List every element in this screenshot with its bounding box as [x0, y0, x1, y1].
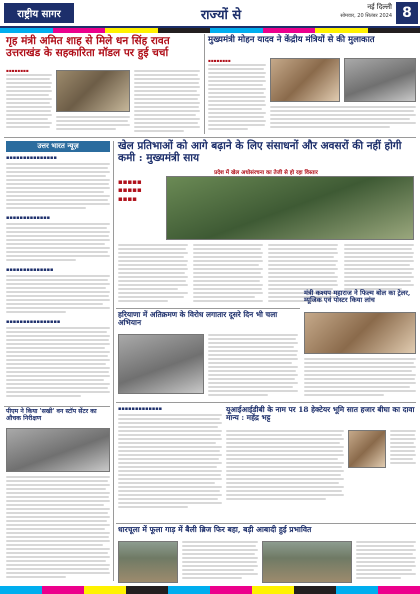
article-text-column: [390, 430, 416, 520]
article-text-column: [6, 74, 52, 134]
brief-item-heading: ▪▪▪▪▪▪▪▪▪▪▪▪▪▪▪: [6, 155, 57, 161]
article-text-column: [226, 430, 344, 520]
article-heading: ▪▪▪▪▪▪▪▪▪▪▪▪▪: [118, 406, 163, 412]
brand-logo: राष्ट्रीय सागर: [4, 3, 74, 23]
column-divider: [113, 141, 114, 581]
byline: ▪▪▪▪▪▪▪▪: [6, 68, 29, 73]
photo-haryana-drive: [118, 334, 204, 394]
story-headline-pm-visit[interactable]: पीएम ने किया 'सखी' वन स्टॉप सेंटर का औचक निरीक्षण: [6, 408, 97, 422]
photo-sports-event: [166, 176, 414, 240]
story-subhead-sports-talent: प्रदेश में खेल अधोसंरचना का तेजी से हो रहा विस्तार: [214, 170, 318, 176]
issue-date: सोमवार, 20 सितंबर 2024: [340, 13, 392, 19]
column-divider: [204, 34, 205, 134]
brief-item-heading: ▪▪▪▪▪▪▪▪▪▪▪▪▪▪: [6, 267, 54, 273]
photo-dharchula-bridge: [118, 541, 178, 583]
story-headline-sports-talent[interactable]: खेल प्रतिभाओं को आगे बढ़ाने के लिए संसाधनों और अवसरों की नहीं होगी कमी : मुख्यमंत्री साय: [118, 140, 402, 164]
article-text-column: [118, 406, 222, 522]
section-divider: [116, 308, 300, 309]
edition-label: नई दिल्ली: [367, 3, 392, 11]
story-headline-mohan-yadav[interactable]: मुख्यमंत्री मोहन यादव ने केंद्रीय मंत्रियों से की मुलाकात: [208, 35, 375, 45]
photo-amit-shah-meeting: [56, 70, 130, 112]
brief-item-heading: ▪▪▪▪▪▪▪▪▪▪▪▪▪▪▪▪: [6, 319, 61, 325]
registration-strip: [0, 28, 420, 33]
article-text-column: [208, 334, 298, 398]
story-headline-minister-film[interactable]: मंत्री कश्यप महाराज ने फिल्म बोल का ट्रेलर, म्यूजिक एवं पोस्टर किया लांच: [304, 289, 411, 305]
story-headline-dharchula[interactable]: धारचूला में फूला गाड़ में बैली ब्रिज फिर बहा, बड़ी आबादी हुई प्रभावित: [118, 525, 312, 534]
pull-quote: [118, 178, 162, 222]
article-text-column: [270, 106, 416, 134]
registration-strip: [0, 586, 420, 594]
byline: ▪▪▪▪▪▪▪▪: [208, 58, 231, 63]
brief-item-heading: ▪▪▪▪▪▪▪▪▪▪▪▪▪: [6, 215, 51, 221]
article-text-column: [356, 541, 416, 583]
article-text-column: [304, 358, 416, 398]
section-divider: [4, 137, 416, 138]
page-number: 8: [396, 2, 418, 24]
pull-quote-text: ▪▪▪▪▪ ▪▪▪▪▪ ▪▪▪▪: [118, 177, 142, 203]
brief-news-list: [6, 155, 110, 403]
photo-mahendra-bhatt: [348, 430, 386, 468]
section-divider: [116, 402, 416, 403]
article-text-column: [134, 70, 200, 134]
photo-dharchula-river: [262, 541, 352, 583]
photo-pm-visit: [6, 428, 110, 472]
article-text-column: [208, 64, 266, 134]
brief-box-title: उत्तर भारत न्यूज़: [6, 141, 110, 152]
photo-film-launch: [304, 312, 416, 354]
article-text-column: [6, 476, 110, 580]
section-title: राज्यों से: [200, 8, 242, 23]
story-headline-mahendra-bhatt[interactable]: यूआईआईडीबी के नाम पर 18 हेक्टेयर भूमि सात हजार बीघा का दावा मान्य : महेंद्र भट्ट: [226, 405, 415, 423]
story-headline-amit-shah[interactable]: गृह मंत्री अमित शाह से मिले धन सिंह रावत उत्तराखंड के सहकारिता मॉडल पर हुई चर्चा: [6, 35, 170, 59]
section-divider: [4, 406, 110, 407]
section-divider: [116, 523, 416, 524]
article-text-column: [56, 116, 130, 134]
story-headline-haryana[interactable]: हरियाणा में अतिक्रमण के विरोध लगातार दूसरे दिन भी चला अभियान: [118, 310, 278, 328]
photo-mohan-yadav-1: [270, 58, 340, 102]
photo-mohan-yadav-2: [344, 58, 416, 102]
article-text-column: [182, 541, 258, 583]
